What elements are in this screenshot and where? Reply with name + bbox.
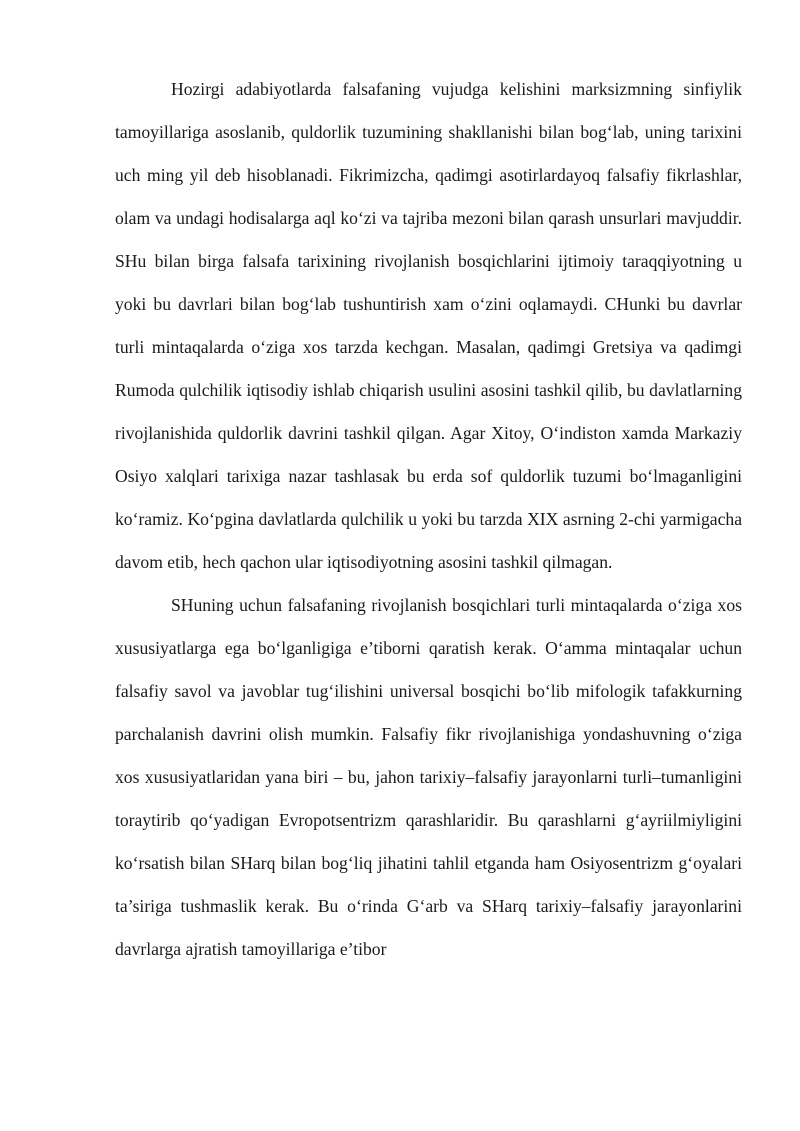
paragraph-1: Hozirgi adabiyotlarda falsafaning vujudga kelishini marksizmning sinfiylik tamoyillariga asoslanib, quldorlik tuzumining shakllanishi bilan bog‘lab, uning tarixini uch ming yil deb hisoblanadi. Fikrimizcha, qadimgi asotirlardayoq falsafiy fikrlashlar, olam va undagi hodisalarga aql ko‘zi va tajriba mezoni bilan qarash unsurlari mavjuddir. SHu bilan birga falsafa tarixining rivojlanish bosqichlarini ijtimoiy taraqqiyotning u yoki bu davrlari bilan bog‘lab tushuntirish xam o‘zini oqlamaydi. CHunki bu davrlar turli mintaqalarda o‘ziga xos tarzda kechgan. Masalan, qadimgi Gretsiya va qadimgi Rumoda qulchilik iqtisodiy ishlab chiqarish usulini asosini tashkil qilib, bu davlatlarning rivojlanishida quldorlik davrini tashkil qilgan. Agar Xitoy, O‘indiston xamda Markaziy Osiyo xalqlari tarixiga nazar tashlasak bu erda sof quldorlik tuzumi bo‘lmaganligini ko‘ramiz. Ko‘pgina davlatlarda qulchilik u yoki bu tarzda XIX asrning 2-chi yarmigacha davom etib, hech qachon ular iqtisodiyotning asosini tashkil qilmagan. bbox=[115, 79, 742, 572]
paragraph-2: SHuning uchun falsafaning rivojlanish bosqichlari turli mintaqalarda o‘ziga xos xususiyatlarga ega bo‘lganligiga e’tiborni qaratish kerak. O‘amma mintaqalar uchun falsafiy savol va javoblar tug‘ilishini universal bosqichi bo‘lib mifologik tafakkurning parchalanish davrini olish mumkin. Falsafiy fikr rivojlanishiga yondashuvning o‘ziga xos xususiyatlaridan yana biri – bu, jahon tarixiy–falsafiy jarayonlarni turli–tumanligini toraytirib qo‘yadigan Evropotsentrizm qarashlaridir. Bu qarashlarni g‘ayriilmiyligini ko‘rsatish bilan SHarq bilan bog‘liq jihatini tahlil etganda ham Osiyosentrizm g‘oyalari ta’siriga tushmaslik kerak. Bu o‘rinda G‘arb va SHarq tarixiy–falsafiy jarayonlarini davrlarga ajratish tamoyillariga e’tibor bbox=[115, 595, 742, 959]
document-page bbox=[115, 68, 742, 971]
